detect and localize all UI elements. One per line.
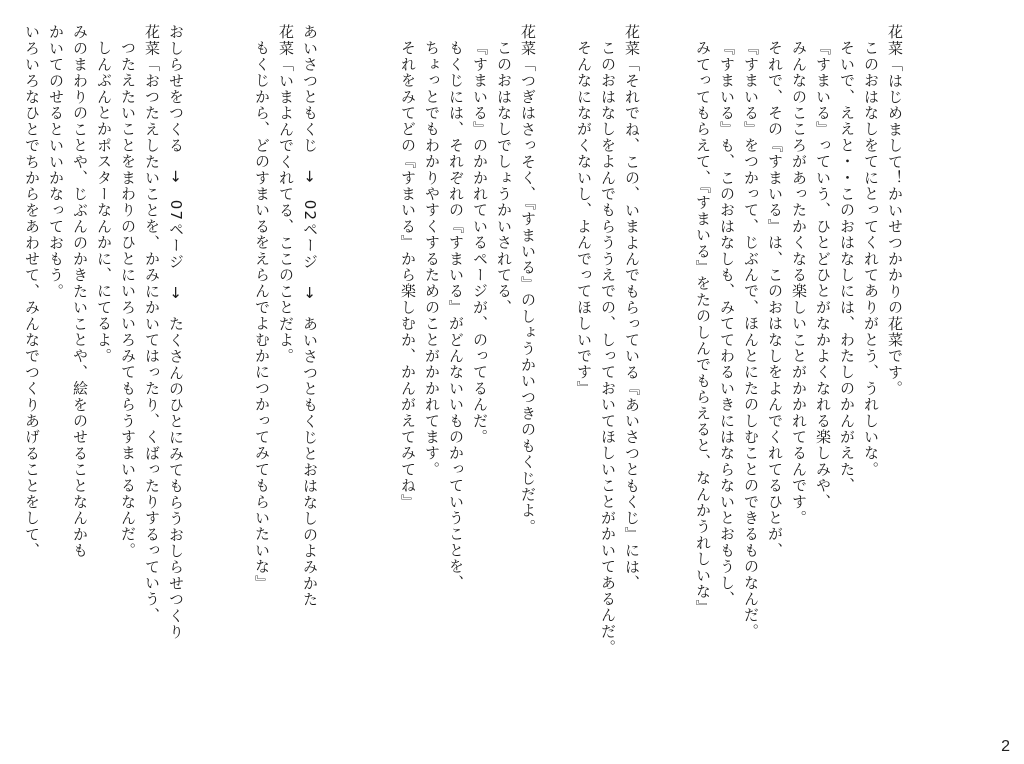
text-line: いろいろなひとでちからをあわせて、みんなでつくりあげることをして、 — [23, 24, 41, 559]
toc-entry: あいさつともくじ → 02ページ → あいさつともくじとおはなしのよみかた — [301, 24, 319, 608]
text-line: しんぶんとかポスターなんかに、にてるよ。 — [95, 40, 113, 364]
text-line: そんなにながくないし、よんでってほしいです』 — [575, 40, 593, 397]
text-line: みのまわりのことや、じぶんのかきたいことや、絵をのせることなんかも — [71, 24, 89, 559]
text-line: それで、その『すまいる』は、このおはなしをよんでくれてるひとが、 — [766, 40, 784, 559]
text-line: つたえたいことをまわりのひとにいろいろみてもらうすまいるなんだ。 — [119, 40, 137, 559]
text-line: 花菜「つぎはさっそく、『すまいる』のしょうかいつきのもくじだよ。 — [519, 24, 537, 535]
text-block-toc-greeting — [250, 24, 322, 608]
text-line: 花菜「おつたえしたいことを、かみにかいてはったり、くばったりするっていう、 — [143, 24, 161, 624]
text-line: このおはなしをよんでもらううえでの、しっておいてほしいことがかいてあるんだ。 — [599, 40, 617, 656]
text-line: もくじには、それぞれの『すまいる』がどんないいものかっていうことを、 — [447, 40, 465, 591]
text-line: 花菜「はじめまして！かいせつかかりの花菜です。 — [886, 24, 904, 397]
text-block-intro — [691, 24, 907, 639]
text-block-contents-intro — [396, 24, 540, 591]
text-block-explanation — [572, 24, 644, 656]
page-number: 2 — [1001, 738, 1010, 755]
text-line: みんなのこころがあったかくなる楽しいことがかかれてるんです。 — [790, 40, 808, 526]
text-line: 花菜「いまよんでくれてる、ここのことだよ。 — [277, 24, 295, 365]
text-line: ちょっとでもわかりやすくするためのことがかかれてます。 — [423, 40, 441, 478]
text-line: かいてのせるといいかなっておもう。 — [47, 24, 65, 300]
text-line: 『すまいる』をつかって、じぶんで、ほんとにたのしむことのできるものなんだ。 — [742, 40, 760, 640]
text-line: 花菜「それでね、この、いまよんでもらっている『あいさつともくじ』には、 — [623, 24, 641, 591]
text-line: このおはなしをてにとってくれてありがとう、うれしいな。 — [862, 40, 880, 478]
text-block-toc-notice — [20, 24, 188, 640]
text-line: それをみてどの『すまいる』から楽しむか、かんがえてみてね』 — [399, 40, 417, 510]
text-line: 『すまいる』のかかれているページが、のってるんだ。 — [471, 40, 489, 445]
text-line: そいで、ええと・・このおはなしには、わたしのかんがえた、 — [838, 40, 856, 494]
text-line: みてってもらえて、『すまいる』をたのしんでもらえると、なんかうれしいな』 — [694, 40, 712, 616]
text-line: もくじから、どのすまいるをえらんでよむかにつかってみてもらいたいな』 — [253, 40, 271, 591]
toc-entry: おしらせをつくる → 07ページ → たくさんのひとにみてもらうおしらせつくり — [167, 24, 185, 641]
text-line: このおはなしでしょうかいされてる、 — [495, 40, 513, 316]
text-line: 『すまいる』っていう、ひとどひとがなかよくなれる楽しみや、 — [814, 40, 832, 510]
text-line: 『すまいる』も、このおはなしも、みててわるいきにはならないとおもうし、 — [718, 40, 736, 607]
